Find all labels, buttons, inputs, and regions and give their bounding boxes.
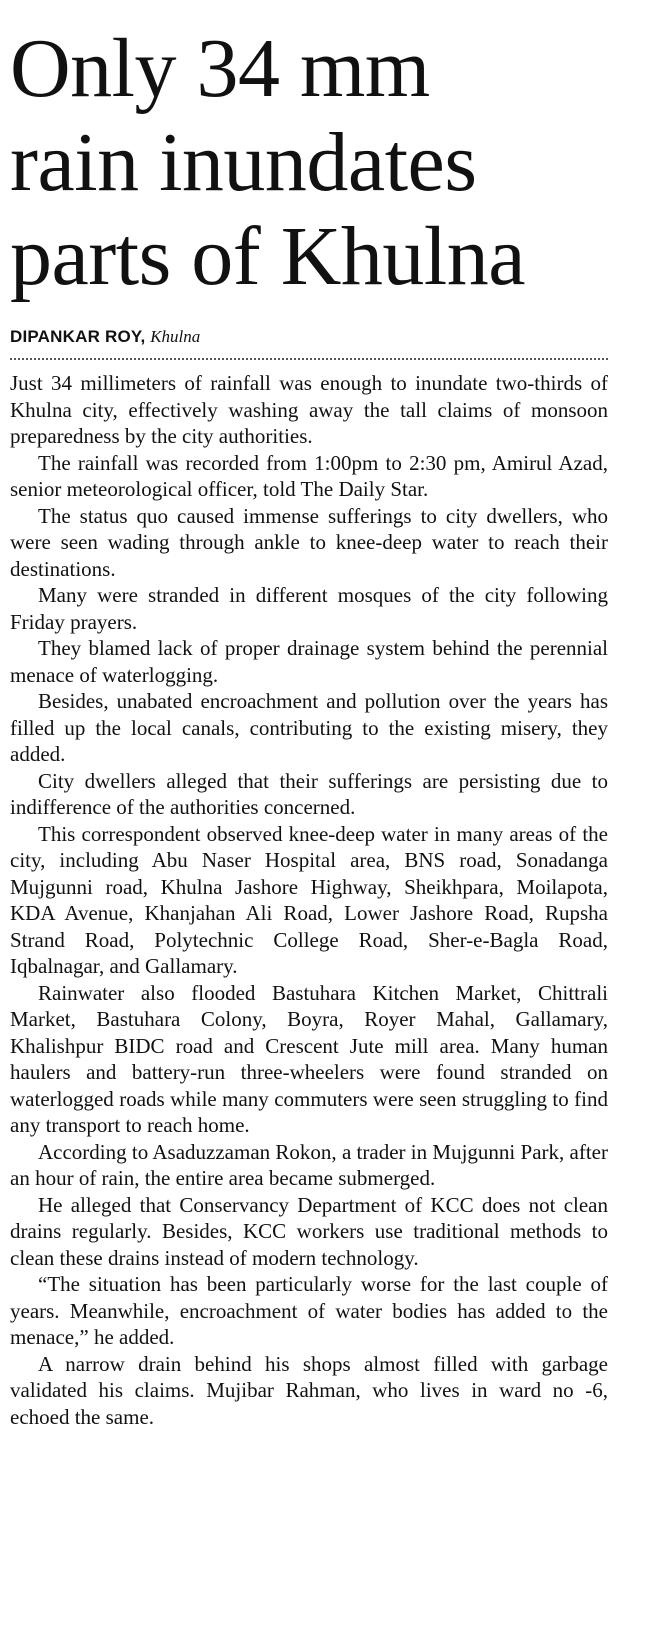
paragraph: “The situation has been particularly worse for the last couple of years. Meanwhile, encroachment of water bodies has added to the menace,” he added.	[10, 1272, 608, 1349]
paragraph: City dwellers alleged that their sufferings are persisting due to indifference of the authorities concerned.	[10, 768, 608, 819]
paragraph: Besides, unabated encroachment and pollution over the years has filled up the local canals, contributing to the existing misery, they added.	[10, 689, 608, 766]
paragraph: A narrow drain behind his shops almost filled with garbage validated his claims. Mujibar Rahman, who lives in ward no -6, echoed the same.	[10, 1351, 608, 1429]
paragraph: He alleged that Conservancy Department of KCC does not clean drains regularly. Besides, KCC workers use traditional methods to clean these drains instead of modern technology.	[10, 1192, 608, 1270]
paragraph: The rainfall was recorded from 1:00pm to 2:30 pm, Amirul Azad, senior meteorological officer, told The Daily Star.	[10, 450, 608, 501]
news-article	[10, 0, 608, 1430]
paragraph: Rainwater also flooded Bastuhara Kitchen Market, Chittrali Market, Bastuhara Colony, Boyra, Royer Mahal, Gallamary, Khalishpur BIDC road and Crescent Jute mill area. Many human haulers and battery-run three-wheelers were found stranded on waterlogged roads while many commuters were seen struggling to find any transport to reach home.	[10, 980, 608, 1137]
paragraph: According to Asaduzzaman Rokon, a trader in Mujgunni Park, after an hour of rain, the entire area became submerged.	[10, 1139, 608, 1190]
paragraph: The status quo caused immense sufferings to city dwellers, who were seen wading through ankle to knee-deep water to reach their destinations.	[10, 503, 608, 581]
headline-line-2: rain inundates	[10, 116, 477, 209]
byline	[10, 326, 608, 348]
headline-line-3: parts of Khulna	[10, 210, 526, 303]
paragraph: This correspondent observed knee-deep water in many areas of the city, including Abu Naser Hospital area, BNS road, Sonadanga Mujgunni road, Khulna Jashore Highway, Sheikhpara, Moilapota, KDA Avenue, Khanjahan Ali Road, Lower Jashore Road, Rupsha Strand Road, Polytechnic College Road, Sher-e-Bagla Road, Iqbalnagar, and Gallamary.	[10, 821, 608, 978]
paragraph: Many were stranded in different mosques of the city following Friday prayers.	[10, 583, 608, 634]
byline-location: Khulna	[150, 327, 201, 346]
headline	[10, 0, 608, 304]
article-body	[10, 370, 608, 1430]
paragraph: Just 34 millimeters of rainfall was enough to inundate two-thirds of Khulna city, effectively washing away the tall claims of monsoon preparedness by the city authorities.	[10, 371, 608, 448]
dotted-divider	[10, 358, 608, 360]
paragraph: They blamed lack of proper drainage system behind the perennial menace of waterlogging.	[10, 636, 608, 687]
headline-line-1: Only 34 mm	[10, 22, 430, 115]
byline-author: DIPANKAR ROY,	[10, 327, 146, 346]
